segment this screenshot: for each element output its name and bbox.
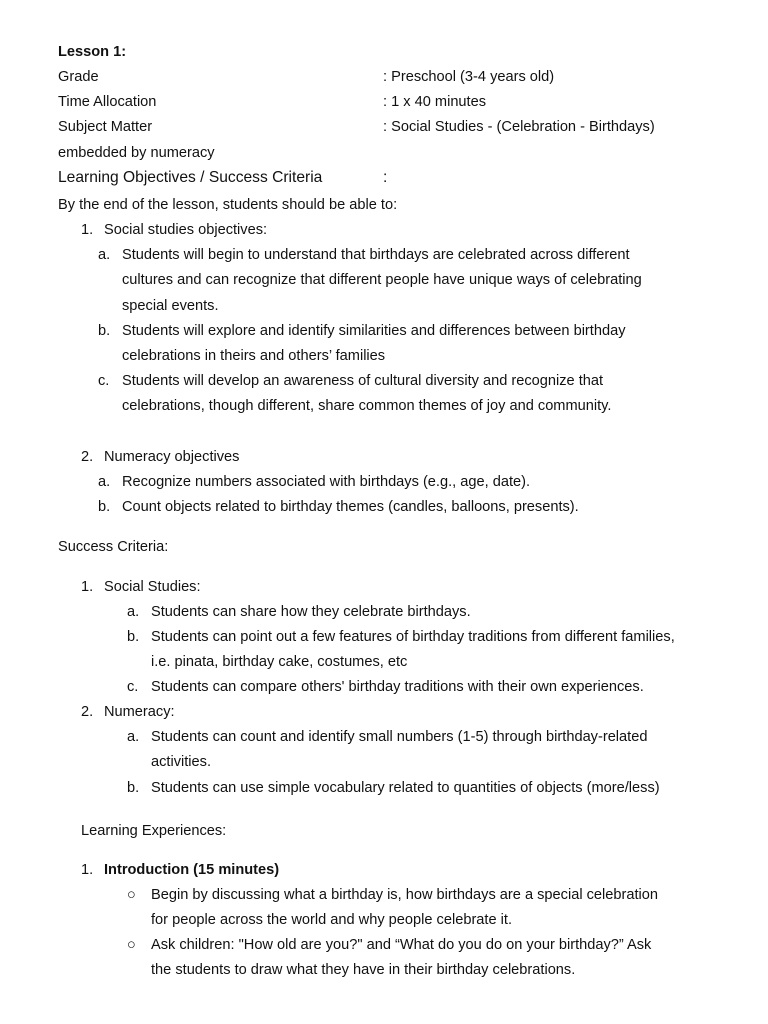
success-numeracy-a-line: activities.	[151, 754, 212, 770]
success-social-b-line: i.e. pinata, birthday cake, costumes, etc	[151, 654, 408, 670]
introduction-bullet-line: Ask children: "How old are you?" and “What do you do on your birthday?” Ask	[151, 937, 652, 953]
social-objective-a-line: Students will begin to understand that birthdays are celebrated across different	[122, 247, 630, 263]
objectives-value: :	[383, 169, 388, 186]
subject-matter-value: : Social Studies - (Celebration - Birthdays)	[383, 119, 655, 135]
list-marker: b.	[127, 629, 140, 645]
list-marker: 1.	[81, 222, 94, 238]
success-numeracy-title: Numeracy:	[104, 704, 175, 720]
subject-matter-continued: embedded by numeracy	[58, 145, 215, 161]
success-social-a: Students can share how they celebrate birthdays.	[151, 604, 471, 620]
social-objective-b-line: Students will explore and identify similarities and differences between birthday	[122, 323, 626, 339]
list-marker: 2.	[81, 704, 94, 720]
grade-label: Grade	[58, 69, 99, 85]
list-marker: c.	[127, 679, 139, 695]
list-marker: b.	[98, 499, 111, 515]
bullet-icon: ○	[127, 887, 136, 903]
introduction-bullet-line: for people across the world and why people celebrate it.	[151, 912, 513, 928]
success-numeracy-a-line: Students can count and identify small numbers (1-5) through birthday-related	[151, 729, 648, 745]
social-objectives-title: Social studies objectives:	[104, 222, 268, 238]
lesson-intro: By the end of the lesson, students should be able to:	[58, 197, 398, 213]
subject-matter-label: Subject Matter	[58, 119, 153, 135]
time-allocation-label: Time Allocation	[58, 94, 157, 110]
list-marker: 2.	[81, 449, 94, 465]
lesson-title: Lesson 1:	[58, 44, 127, 60]
list-marker: c.	[98, 373, 110, 389]
list-marker: a.	[127, 729, 140, 745]
list-marker: 1.	[81, 579, 94, 595]
list-marker: a.	[98, 247, 111, 263]
introduction-bullet-line: Begin by discussing what a birthday is, how birthdays are a special celebration	[151, 887, 659, 903]
success-social-title: Social Studies:	[104, 579, 201, 595]
numeracy-objective-b: Count objects related to birthday themes (candles, balloons, presents).	[122, 499, 579, 515]
bullet-icon: ○	[127, 937, 136, 953]
list-marker: 1.	[81, 862, 94, 878]
list-marker: a.	[127, 604, 140, 620]
social-objective-a-line: special events.	[122, 298, 219, 314]
introduction-title: Introduction (15 minutes)	[104, 862, 280, 878]
numeracy-objective-a: Recognize numbers associated with birthdays (e.g., age, date).	[122, 474, 531, 490]
social-objective-c-line: Students will develop an awareness of cultural diversity and recognize that	[122, 373, 604, 389]
success-social-c: Students can compare others' birthday traditions with their own experiences.	[151, 679, 644, 695]
time-allocation-value: : 1 x 40 minutes	[383, 94, 487, 110]
social-objective-c-line: celebrations, though different, share common themes of joy and community.	[122, 398, 612, 414]
social-objective-b-line: celebrations in theirs and others’ families	[122, 348, 386, 364]
learning-experiences-heading: Learning Experiences:	[81, 823, 227, 839]
success-numeracy-b: Students can use simple vocabulary related to quantities of objects (more/less)	[151, 780, 660, 796]
grade-value: : Preschool (3-4 years old)	[383, 69, 555, 85]
success-social-b-line: Students can point out a few features of birthday traditions from different families,	[151, 629, 675, 645]
social-objective-a-line: cultures and can recognize that different people have unique ways of celebrating	[122, 272, 642, 288]
list-marker: b.	[98, 323, 111, 339]
success-criteria-heading: Success Criteria:	[58, 539, 169, 555]
objectives-label: Learning Objectives / Success Criteria	[58, 169, 323, 186]
list-marker: a.	[98, 474, 111, 490]
numeracy-objectives-title: Numeracy objectives	[104, 449, 240, 465]
introduction-bullet-line: the students to draw what they have in their birthday celebrations.	[151, 962, 576, 978]
list-marker: b.	[127, 780, 140, 796]
